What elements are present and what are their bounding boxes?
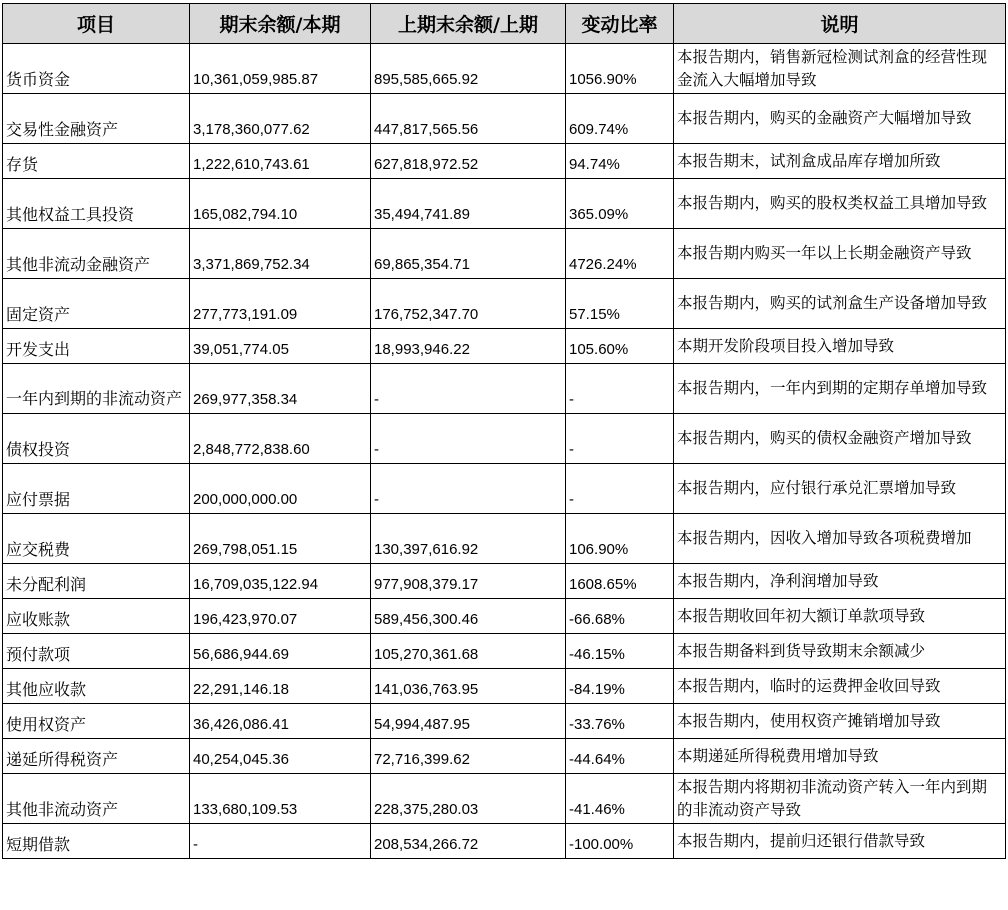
end-balance-cell: - — [190, 824, 371, 859]
ratio-cell: 4726.24% — [566, 229, 674, 279]
header-row — [3, 4, 1006, 44]
end-balance-cell: 22,291,146.18 — [190, 669, 371, 704]
item-cell: 其他非流动金融资产 — [3, 229, 190, 279]
end-balance-cell: 39,051,774.05 — [190, 329, 371, 364]
item-cell: 其他权益工具投资 — [3, 179, 190, 229]
prev-balance-cell: 72,716,399.62 — [371, 739, 566, 774]
header-item: 项目 — [3, 4, 190, 44]
end-balance-cell: 165,082,794.10 — [190, 179, 371, 229]
note-cell: 本报告期内，净利润增加导致 — [674, 564, 1006, 599]
item-cell: 应交税费 — [3, 514, 190, 564]
ratio-cell: - — [566, 364, 674, 414]
end-balance-cell: 10,361,059,985.87 — [190, 44, 371, 94]
end-balance-cell: 2,848,772,838.60 — [190, 414, 371, 464]
prev-balance-cell: 141,036,763.95 — [371, 669, 566, 704]
note-cell: 本报告期内，购买的股权类权益工具增加导致 — [674, 179, 1006, 229]
header-change-ratio: 变动比率 — [566, 4, 674, 44]
end-balance-cell: 1,222,610,743.61 — [190, 144, 371, 179]
prev-balance-cell: 208,534,266.72 — [371, 824, 566, 859]
prev-balance-cell: 228,375,280.03 — [371, 774, 566, 824]
note-cell: 本报告期内，使用权资产摊销增加导致 — [674, 704, 1006, 739]
note-cell: 本报告期内，购买的金融资产大幅增加导致 — [674, 94, 1006, 144]
item-cell: 货币资金 — [3, 44, 190, 94]
end-balance-cell: 40,254,045.36 — [190, 739, 371, 774]
prev-balance-cell: 589,456,300.46 — [371, 599, 566, 634]
prev-balance-cell: 35,494,741.89 — [371, 179, 566, 229]
table-row — [3, 704, 1006, 739]
end-balance-cell: 56,686,944.69 — [190, 634, 371, 669]
table-row — [3, 229, 1006, 279]
ratio-cell: -41.46% — [566, 774, 674, 824]
note-cell: 本报告期内，购买的试剂盒生产设备增加导致 — [674, 279, 1006, 329]
ratio-cell: - — [566, 464, 674, 514]
table-row — [3, 774, 1006, 824]
ratio-cell: 365.09% — [566, 179, 674, 229]
prev-balance-cell: 447,817,565.56 — [371, 94, 566, 144]
table-row — [3, 144, 1006, 179]
ratio-cell: 57.15% — [566, 279, 674, 329]
item-cell: 递延所得税资产 — [3, 739, 190, 774]
item-cell: 固定资产 — [3, 279, 190, 329]
table-row — [3, 44, 1006, 94]
note-cell: 本报告期内，应付银行承兑汇票增加导致 — [674, 464, 1006, 514]
header-note: 说明 — [674, 4, 1006, 44]
ratio-cell: -46.15% — [566, 634, 674, 669]
table-row — [3, 179, 1006, 229]
prev-balance-cell: 69,865,354.71 — [371, 229, 566, 279]
table-row — [3, 464, 1006, 514]
note-cell: 本报告期末，试剂盒成品库存增加所致 — [674, 144, 1006, 179]
prev-balance-cell: 977,908,379.17 — [371, 564, 566, 599]
item-cell: 一年内到期的非流动资产 — [3, 364, 190, 414]
prev-balance-cell: - — [371, 364, 566, 414]
item-cell: 预付款项 — [3, 634, 190, 669]
prev-balance-cell: 130,397,616.92 — [371, 514, 566, 564]
table-row — [3, 739, 1006, 774]
ratio-cell: -44.64% — [566, 739, 674, 774]
balance-change-table — [2, 3, 1006, 859]
ratio-cell: -84.19% — [566, 669, 674, 704]
end-balance-cell: 277,773,191.09 — [190, 279, 371, 329]
item-cell: 开发支出 — [3, 329, 190, 364]
table-row — [3, 634, 1006, 669]
table-row — [3, 599, 1006, 634]
end-balance-cell: 36,426,086.41 — [190, 704, 371, 739]
note-cell: 本报告期内将期初非流动资产转入一年内到期的非流动资产导致 — [674, 774, 1006, 824]
header-prev-balance: 上期末余额/上期 — [371, 4, 566, 44]
item-cell: 短期借款 — [3, 824, 190, 859]
end-balance-cell: 269,977,358.34 — [190, 364, 371, 414]
prev-balance-cell: - — [371, 414, 566, 464]
ratio-cell: -33.76% — [566, 704, 674, 739]
ratio-cell: 94.74% — [566, 144, 674, 179]
item-cell: 应付票据 — [3, 464, 190, 514]
end-balance-cell: 16,709,035,122.94 — [190, 564, 371, 599]
note-cell: 本期递延所得税费用增加导致 — [674, 739, 1006, 774]
item-cell: 交易性金融资产 — [3, 94, 190, 144]
ratio-cell: 1608.65% — [566, 564, 674, 599]
end-balance-cell: 269,798,051.15 — [190, 514, 371, 564]
note-cell: 本报告期内，因收入增加导致各项税费增加 — [674, 514, 1006, 564]
note-cell: 本报告期收回年初大额订单款项导致 — [674, 599, 1006, 634]
item-cell: 未分配利润 — [3, 564, 190, 599]
ratio-cell: -100.00% — [566, 824, 674, 859]
ratio-cell: - — [566, 414, 674, 464]
prev-balance-cell: 105,270,361.68 — [371, 634, 566, 669]
note-cell: 本报告期内，购买的债权金融资产增加导致 — [674, 414, 1006, 464]
prev-balance-cell: 18,993,946.22 — [371, 329, 566, 364]
note-cell: 本报告期备料到货导致期末余额减少 — [674, 634, 1006, 669]
end-balance-cell: 200,000,000.00 — [190, 464, 371, 514]
table-row — [3, 824, 1006, 859]
table-row — [3, 564, 1006, 599]
note-cell: 本报告期内，一年内到期的定期存单增加导致 — [674, 364, 1006, 414]
prev-balance-cell: 54,994,487.95 — [371, 704, 566, 739]
header-end-balance: 期末余额/本期 — [190, 4, 371, 44]
note-cell: 本报告期内，销售新冠检测试剂盒的经营性现金流入大幅增加导致 — [674, 44, 1006, 94]
end-balance-cell: 133,680,109.53 — [190, 774, 371, 824]
table-row — [3, 414, 1006, 464]
ratio-cell: 1056.90% — [566, 44, 674, 94]
item-cell: 应收账款 — [3, 599, 190, 634]
ratio-cell: -66.68% — [566, 599, 674, 634]
ratio-cell: 106.90% — [566, 514, 674, 564]
ratio-cell: 105.60% — [566, 329, 674, 364]
note-cell: 本期开发阶段项目投入增加导致 — [674, 329, 1006, 364]
table-row — [3, 329, 1006, 364]
item-cell: 存货 — [3, 144, 190, 179]
note-cell: 本报告期内，临时的运费押金收回导致 — [674, 669, 1006, 704]
item-cell: 其他非流动资产 — [3, 774, 190, 824]
end-balance-cell: 196,423,970.07 — [190, 599, 371, 634]
item-cell: 债权投资 — [3, 414, 190, 464]
table-row — [3, 279, 1006, 329]
prev-balance-cell: - — [371, 464, 566, 514]
note-cell: 本报告期内购买一年以上长期金融资产导致 — [674, 229, 1006, 279]
prev-balance-cell: 895,585,665.92 — [371, 44, 566, 94]
prev-balance-cell: 176,752,347.70 — [371, 279, 566, 329]
ratio-cell: 609.74% — [566, 94, 674, 144]
end-balance-cell: 3,178,360,077.62 — [190, 94, 371, 144]
table-row — [3, 669, 1006, 704]
prev-balance-cell: 627,818,972.52 — [371, 144, 566, 179]
note-cell: 本报告期内，提前归还银行借款导致 — [674, 824, 1006, 859]
table-row — [3, 94, 1006, 144]
table-row — [3, 364, 1006, 414]
item-cell: 使用权资产 — [3, 704, 190, 739]
table-row — [3, 514, 1006, 564]
item-cell: 其他应收款 — [3, 669, 190, 704]
end-balance-cell: 3,371,869,752.34 — [190, 229, 371, 279]
